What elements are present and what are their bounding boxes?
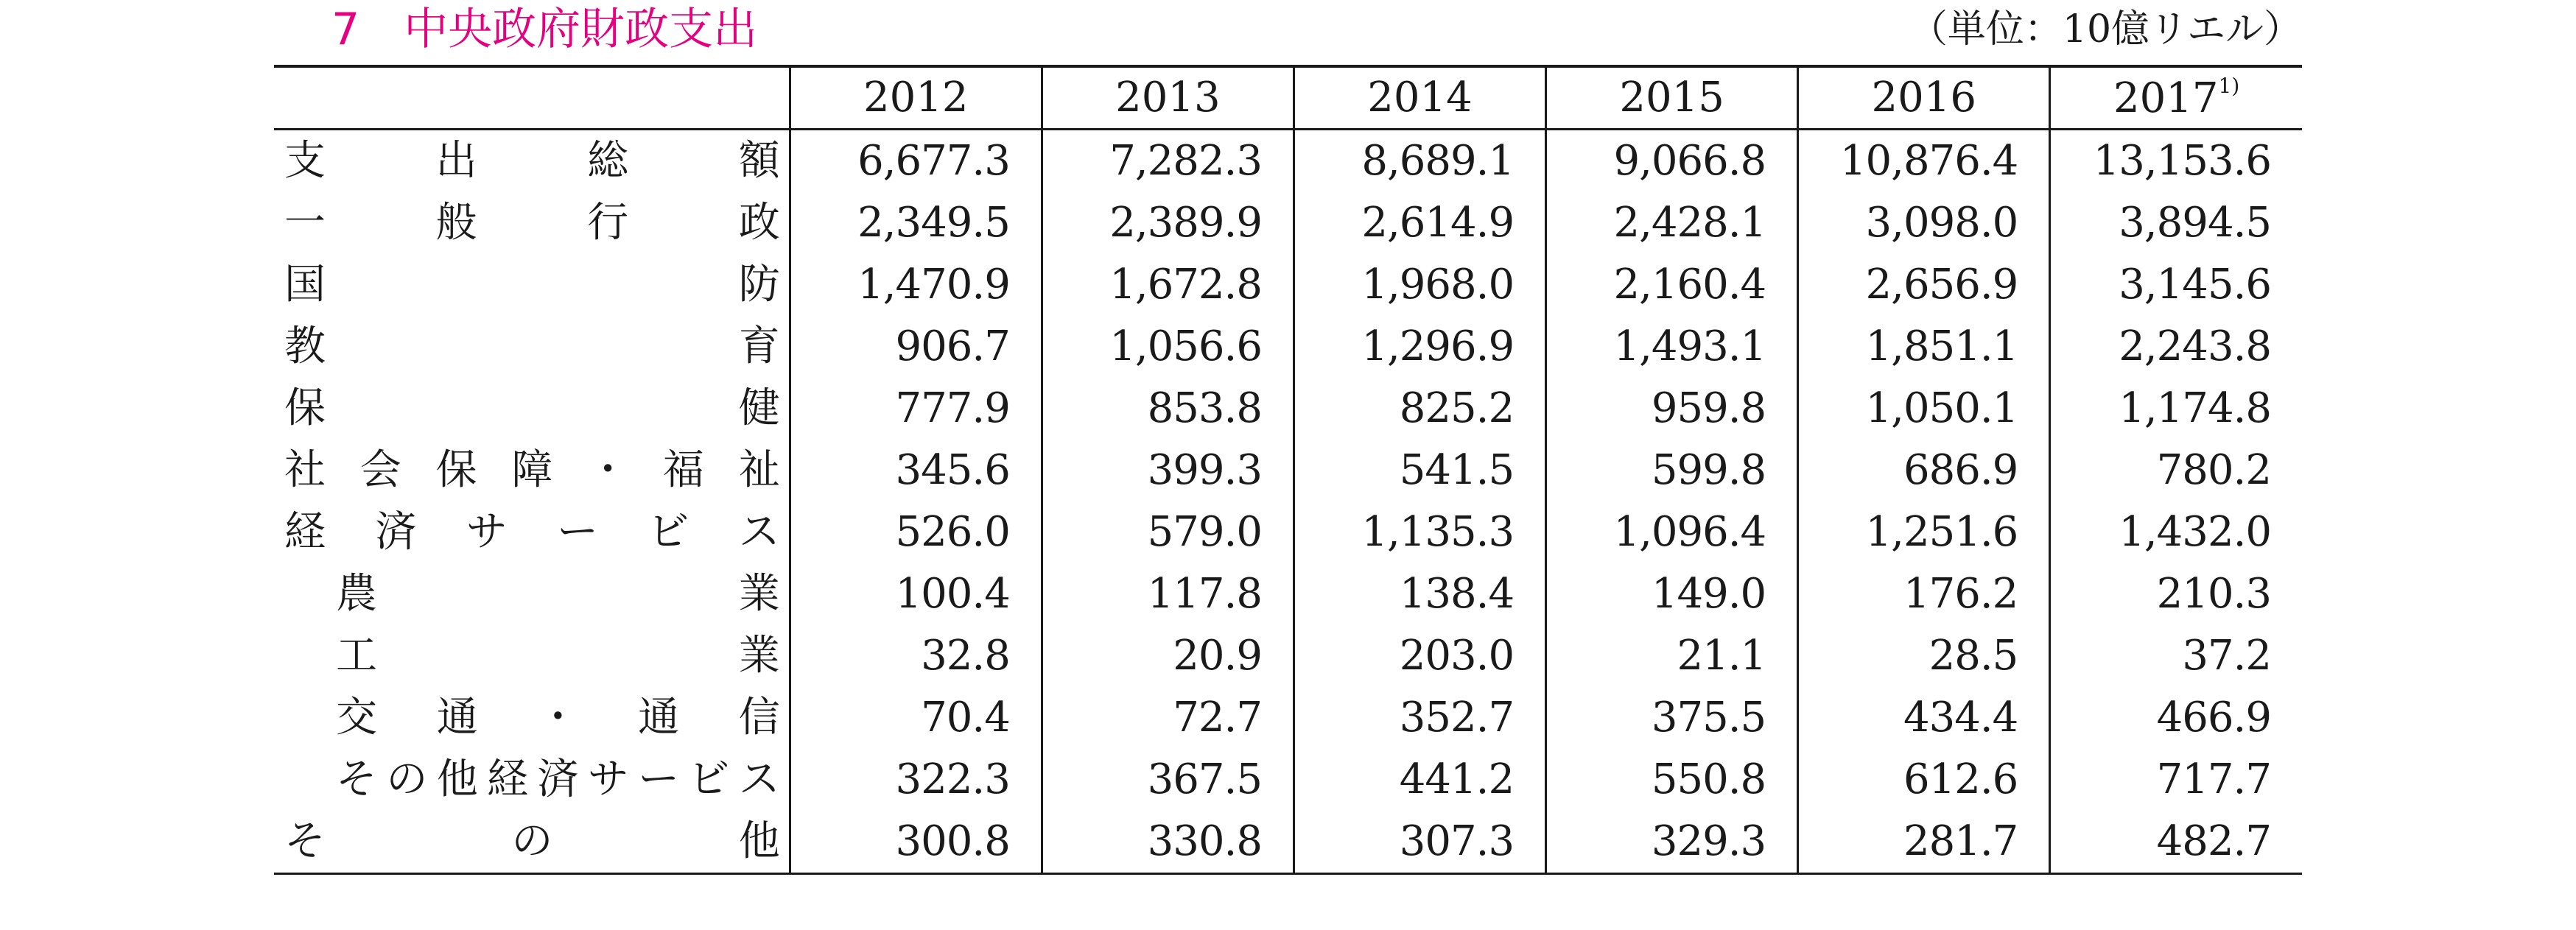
value-cell: 70.4 bbox=[790, 687, 1042, 749]
table-row bbox=[274, 811, 2302, 874]
row-label bbox=[274, 254, 790, 316]
table-row bbox=[274, 749, 2302, 811]
row-label-text: 支 出 総 額 bbox=[284, 136, 780, 185]
table-row bbox=[274, 563, 2302, 625]
value-cell: 10,876.4 bbox=[1798, 129, 2050, 192]
value-cell: 32.8 bbox=[790, 625, 1042, 687]
table-title-text: 中央政府財政支出 bbox=[404, 4, 758, 55]
year-header: 2014 bbox=[1294, 66, 1545, 129]
row-label-text: 農 業 bbox=[336, 569, 780, 618]
value-cell: 352.7 bbox=[1294, 687, 1545, 749]
row-label-text: 交 通 ・ 通 信 bbox=[336, 693, 780, 741]
row-label-text: 教 育 bbox=[284, 322, 780, 370]
value-cell: 959.8 bbox=[1546, 378, 1798, 440]
value-cell: 281.7 bbox=[1798, 811, 2050, 874]
table-row bbox=[274, 440, 2302, 501]
value-cell: 6,677.3 bbox=[790, 129, 1042, 192]
value-cell: 330.8 bbox=[1042, 811, 1294, 874]
header-corner bbox=[274, 66, 790, 129]
row-label bbox=[274, 378, 790, 440]
table-row bbox=[274, 501, 2302, 563]
value-cell: 20.9 bbox=[1042, 625, 1294, 687]
table-title bbox=[331, 0, 757, 59]
year-header-2017 bbox=[2050, 66, 2302, 129]
value-cell: 7,282.3 bbox=[1042, 129, 1294, 192]
value-cell: 367.5 bbox=[1042, 749, 1294, 811]
row-label bbox=[274, 316, 790, 378]
value-cell: 1,296.9 bbox=[1294, 316, 1545, 378]
table-row bbox=[274, 625, 2302, 687]
row-label-text: 一 般 行 政 bbox=[284, 198, 780, 247]
table-row bbox=[274, 316, 2302, 378]
value-cell: 2,389.9 bbox=[1042, 192, 1294, 254]
value-cell: 138.4 bbox=[1294, 563, 1545, 625]
value-cell: 9,066.8 bbox=[1546, 129, 1798, 192]
value-cell: 345.6 bbox=[790, 440, 1042, 501]
row-label-text: 社 会 保 障 ・ 福 祉 bbox=[284, 445, 780, 494]
value-cell: 526.0 bbox=[790, 501, 1042, 563]
value-cell: 686.9 bbox=[1798, 440, 2050, 501]
value-cell: 3,894.5 bbox=[2050, 192, 2302, 254]
value-cell: 8,689.1 bbox=[1294, 129, 1545, 192]
value-cell: 1,493.1 bbox=[1546, 316, 1798, 378]
value-cell: 3,098.0 bbox=[1798, 192, 2050, 254]
row-label bbox=[274, 811, 790, 874]
table-row bbox=[274, 192, 2302, 254]
year-header: 2016 bbox=[1798, 66, 2050, 129]
value-cell: 2,614.9 bbox=[1294, 192, 1545, 254]
value-cell: 541.5 bbox=[1294, 440, 1545, 501]
value-cell: 2,243.8 bbox=[2050, 316, 2302, 378]
value-cell: 375.5 bbox=[1546, 687, 1798, 749]
value-cell: 13,153.6 bbox=[2050, 129, 2302, 192]
table-body bbox=[274, 129, 2302, 873]
value-cell: 1,432.0 bbox=[2050, 501, 2302, 563]
value-cell: 203.0 bbox=[1294, 625, 1545, 687]
footnote-marker: 1) bbox=[2218, 73, 2240, 98]
value-cell: 1,135.3 bbox=[1294, 501, 1545, 563]
year-header: 2012 bbox=[790, 66, 1042, 129]
row-label bbox=[274, 563, 790, 625]
value-cell: 2,349.5 bbox=[790, 192, 1042, 254]
expenditure-table bbox=[274, 65, 2302, 875]
row-label bbox=[274, 625, 790, 687]
row-label bbox=[274, 129, 790, 192]
value-cell: 466.9 bbox=[2050, 687, 2302, 749]
value-cell: 399.3 bbox=[1042, 440, 1294, 501]
value-cell: 1,851.1 bbox=[1798, 316, 2050, 378]
value-cell: 72.7 bbox=[1042, 687, 1294, 749]
value-cell: 1,672.8 bbox=[1042, 254, 1294, 316]
value-cell: 2,656.9 bbox=[1798, 254, 2050, 316]
unit-note: （単位：10億リエル） bbox=[1909, 7, 2302, 52]
value-cell: 176.2 bbox=[1798, 563, 2050, 625]
value-cell: 482.7 bbox=[2050, 811, 2302, 874]
value-cell: 3,145.6 bbox=[2050, 254, 2302, 316]
value-cell: 825.2 bbox=[1294, 378, 1545, 440]
row-label-text: そ の 他 bbox=[284, 817, 780, 865]
value-cell: 300.8 bbox=[790, 811, 1042, 874]
value-cell: 1,470.9 bbox=[790, 254, 1042, 316]
value-cell: 1,056.6 bbox=[1042, 316, 1294, 378]
value-cell: 906.7 bbox=[790, 316, 1042, 378]
value-cell: 322.3 bbox=[790, 749, 1042, 811]
value-cell: 210.3 bbox=[2050, 563, 2302, 625]
value-cell: 717.7 bbox=[2050, 749, 2302, 811]
year-label: 2017 bbox=[2113, 74, 2219, 122]
year-header: 2013 bbox=[1042, 66, 1294, 129]
value-cell: 37.2 bbox=[2050, 625, 2302, 687]
year-header: 2015 bbox=[1546, 66, 1798, 129]
value-cell: 149.0 bbox=[1546, 563, 1798, 625]
value-cell: 1,968.0 bbox=[1294, 254, 1545, 316]
value-cell: 21.1 bbox=[1546, 625, 1798, 687]
value-cell: 777.9 bbox=[790, 378, 1042, 440]
value-cell: 100.4 bbox=[790, 563, 1042, 625]
table-number: 7 bbox=[331, 4, 360, 55]
value-cell: 780.2 bbox=[2050, 440, 2302, 501]
row-label-text: そ の 他 経 済 サ ー ビ ス bbox=[336, 755, 780, 803]
value-cell: 1,096.4 bbox=[1546, 501, 1798, 563]
value-cell: 550.8 bbox=[1546, 749, 1798, 811]
value-cell: 434.4 bbox=[1798, 687, 2050, 749]
value-cell: 579.0 bbox=[1042, 501, 1294, 563]
value-cell: 612.6 bbox=[1798, 749, 2050, 811]
value-cell: 599.8 bbox=[1546, 440, 1798, 501]
header-row bbox=[274, 66, 2302, 129]
value-cell: 1,251.6 bbox=[1798, 501, 2050, 563]
value-cell: 1,050.1 bbox=[1798, 378, 2050, 440]
table-row bbox=[274, 254, 2302, 316]
value-cell: 329.3 bbox=[1546, 811, 1798, 874]
value-cell: 28.5 bbox=[1798, 625, 2050, 687]
row-label bbox=[274, 440, 790, 501]
row-label-text: 経 済 サ ー ビ ス bbox=[284, 507, 780, 556]
value-cell: 2,160.4 bbox=[1546, 254, 1798, 316]
row-label-text: 国 防 bbox=[284, 260, 780, 309]
row-label-text: 工 業 bbox=[336, 631, 780, 680]
row-label bbox=[274, 687, 790, 749]
value-cell: 307.3 bbox=[1294, 811, 1545, 874]
row-label bbox=[274, 749, 790, 811]
value-cell: 2,428.1 bbox=[1546, 192, 1798, 254]
value-cell: 853.8 bbox=[1042, 378, 1294, 440]
row-label-text: 保 健 bbox=[284, 384, 780, 432]
value-cell: 117.8 bbox=[1042, 563, 1294, 625]
table-row bbox=[274, 129, 2302, 192]
value-cell: 441.2 bbox=[1294, 749, 1545, 811]
row-label bbox=[274, 192, 790, 254]
table-row bbox=[274, 687, 2302, 749]
value-cell: 1,174.8 bbox=[2050, 378, 2302, 440]
table-row bbox=[274, 378, 2302, 440]
row-label bbox=[274, 501, 790, 563]
